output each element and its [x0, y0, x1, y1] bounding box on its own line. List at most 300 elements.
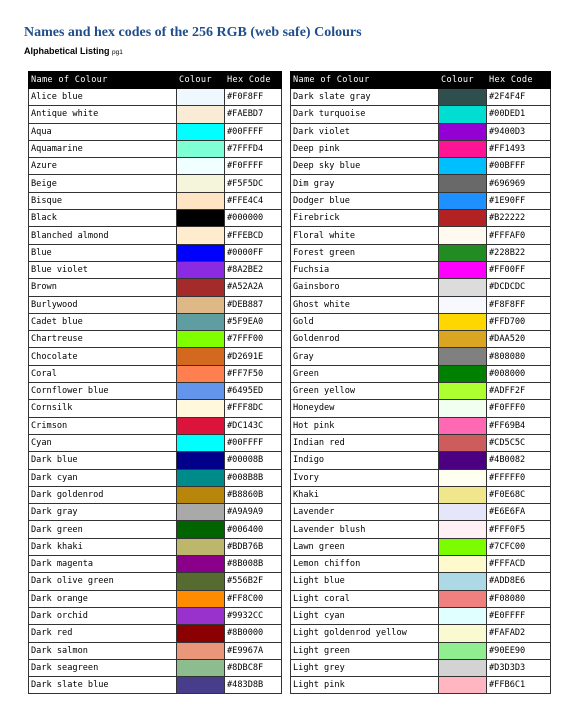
- colour-name-cell: Fuchsia: [291, 261, 439, 278]
- colour-swatch: [177, 418, 224, 434]
- colour-swatch-cell: [177, 642, 225, 659]
- table-row: [29, 244, 282, 261]
- colour-swatch: [439, 158, 486, 174]
- colour-swatch-cell: [439, 417, 487, 434]
- colour-name-cell: Dark orchid: [29, 607, 177, 624]
- table-row: [291, 192, 551, 209]
- table-row: [29, 659, 282, 676]
- hex-code-cell: #9932CC: [225, 607, 282, 624]
- colour-swatch: [439, 245, 486, 261]
- colour-name-cell: Gold: [291, 313, 439, 330]
- colour-name-cell: Coral: [29, 365, 177, 382]
- table-row: [29, 331, 282, 348]
- hex-code-cell: #7FFF00: [225, 331, 282, 348]
- colour-name-cell: Dark slate gray: [291, 89, 439, 106]
- hex-code-cell: #DCDCDC: [487, 279, 551, 296]
- colour-swatch-cell: [177, 452, 225, 469]
- table-row: [29, 140, 282, 157]
- colour-swatch: [177, 175, 224, 191]
- table-row: [29, 486, 282, 503]
- colour-swatch: [439, 106, 486, 122]
- hex-code-cell: #808080: [487, 348, 551, 365]
- table-header-row: [291, 72, 551, 89]
- colour-swatch-cell: [177, 590, 225, 607]
- colour-swatch-cell: [177, 331, 225, 348]
- table-row: [29, 296, 282, 313]
- colour-name-cell: Light goldenrod yellow: [291, 625, 439, 642]
- table-row: [291, 659, 551, 676]
- table-row: [29, 469, 282, 486]
- hex-code-cell: #FFEBCD: [225, 227, 282, 244]
- hex-code-cell: #D2691E: [225, 348, 282, 365]
- table-row: [291, 89, 551, 106]
- hex-code-cell: #8DBC8F: [225, 659, 282, 676]
- hex-code-cell: #00FFFF: [225, 123, 282, 140]
- colour-swatch-cell: [439, 486, 487, 503]
- hex-code-cell: #F08080: [487, 590, 551, 607]
- hex-code-cell: #6495ED: [225, 383, 282, 400]
- colour-swatch: [439, 383, 486, 399]
- colour-swatch-cell: [439, 140, 487, 157]
- table-row: [29, 123, 282, 140]
- colour-swatch-cell: [177, 227, 225, 244]
- table-row: [291, 348, 551, 365]
- colour-swatch: [177, 141, 224, 157]
- hex-code-cell: #90EE90: [487, 642, 551, 659]
- hex-code-cell: #7CFC00: [487, 538, 551, 555]
- hex-code-cell: #B8860B: [225, 486, 282, 503]
- hex-code-cell: #E0FFFF: [487, 607, 551, 624]
- colour-swatch-cell: [177, 469, 225, 486]
- hex-code-cell: #483D8B: [225, 677, 282, 694]
- colour-swatch: [177, 279, 224, 295]
- colour-name-cell: Light grey: [291, 659, 439, 676]
- colour-swatch: [177, 89, 224, 105]
- hex-code-cell: #F0FFF0: [487, 400, 551, 417]
- colour-swatch: [177, 124, 224, 140]
- hex-code-cell: #FF1493: [487, 140, 551, 157]
- colour-swatch: [177, 262, 224, 278]
- colour-swatch-cell: [439, 313, 487, 330]
- header-colour: Colour: [439, 72, 487, 89]
- colour-swatch-cell: [177, 659, 225, 676]
- colour-name-cell: Azure: [29, 158, 177, 175]
- colour-swatch-cell: [439, 590, 487, 607]
- hex-code-cell: #0000FF: [225, 244, 282, 261]
- hex-code-cell: #DC143C: [225, 417, 282, 434]
- colour-name-cell: Dark seagreen: [29, 659, 177, 676]
- table-body-left: [29, 89, 282, 694]
- subtitle-text: Alphabetical Listing: [24, 46, 110, 56]
- table-row: [29, 642, 282, 659]
- colour-swatch-cell: [439, 89, 487, 106]
- colour-swatch: [439, 556, 486, 572]
- table-row: [29, 625, 282, 642]
- colour-swatch-cell: [177, 486, 225, 503]
- colour-swatch-cell: [177, 538, 225, 555]
- colour-swatch: [177, 383, 224, 399]
- hex-code-cell: #556B2F: [225, 573, 282, 590]
- colour-name-cell: Green yellow: [291, 383, 439, 400]
- colour-table-right: [290, 71, 551, 694]
- colour-swatch-cell: [439, 210, 487, 227]
- colour-name-cell: Lavender: [291, 504, 439, 521]
- hex-code-cell: #FFFFF0: [487, 469, 551, 486]
- table-row: [291, 331, 551, 348]
- colour-swatch-cell: [439, 244, 487, 261]
- table-row: [291, 486, 551, 503]
- hex-code-cell: #228B22: [487, 244, 551, 261]
- colour-name-cell: Dodger blue: [291, 192, 439, 209]
- table-row: [291, 607, 551, 624]
- colour-swatch: [439, 677, 486, 693]
- colour-name-cell: Dark green: [29, 521, 177, 538]
- hex-code-cell: #2F4F4F: [487, 89, 551, 106]
- colour-name-cell: Dark cyan: [29, 469, 177, 486]
- hex-code-cell: #5F9EA0: [225, 313, 282, 330]
- colour-name-cell: Cyan: [29, 434, 177, 451]
- colour-swatch: [439, 573, 486, 589]
- hex-code-cell: #4B0082: [487, 452, 551, 469]
- colour-swatch-cell: [439, 227, 487, 244]
- colour-name-cell: Lavender blush: [291, 521, 439, 538]
- colour-swatch: [439, 348, 486, 364]
- colour-swatch-cell: [177, 140, 225, 157]
- colour-swatch: [439, 625, 486, 641]
- colour-name-cell: Dark olive green: [29, 573, 177, 590]
- colour-swatch: [439, 608, 486, 624]
- colour-name-cell: Dark red: [29, 625, 177, 642]
- colour-name-cell: Indian red: [291, 434, 439, 451]
- colour-name-cell: Floral white: [291, 227, 439, 244]
- hex-code-cell: #00BFFF: [487, 158, 551, 175]
- table-row: [29, 417, 282, 434]
- colour-name-cell: Dark slate blue: [29, 677, 177, 694]
- table-row: [291, 504, 551, 521]
- hex-code-cell: #CD5C5C: [487, 434, 551, 451]
- colour-swatch: [439, 660, 486, 676]
- hex-code-cell: #F0E68C: [487, 486, 551, 503]
- table-row: [291, 469, 551, 486]
- colour-name-cell: Goldenrod: [291, 331, 439, 348]
- table-row: [29, 538, 282, 555]
- colour-name-cell: Dark khaki: [29, 538, 177, 555]
- colour-swatch-cell: [439, 573, 487, 590]
- colour-swatch: [177, 487, 224, 503]
- colour-swatch: [177, 608, 224, 624]
- colour-swatch-cell: [177, 89, 225, 106]
- table-row: [291, 296, 551, 313]
- table-row: [291, 227, 551, 244]
- hex-code-cell: #FFFACD: [487, 556, 551, 573]
- hex-code-cell: #008000: [487, 365, 551, 382]
- table-row: [291, 313, 551, 330]
- colour-swatch: [177, 521, 224, 537]
- colour-swatch-cell: [177, 625, 225, 642]
- colour-swatch-cell: [439, 677, 487, 694]
- colour-swatch-cell: [439, 383, 487, 400]
- hex-code-cell: #9400D3: [487, 123, 551, 140]
- hex-code-cell: #D3D3D3: [487, 659, 551, 676]
- table-row: [291, 383, 551, 400]
- colour-name-cell: Dark goldenrod: [29, 486, 177, 503]
- colour-swatch-cell: [177, 348, 225, 365]
- colour-name-cell: Beige: [29, 175, 177, 192]
- colour-name-cell: Cornsilk: [29, 400, 177, 417]
- hex-code-cell: #E6E6FA: [487, 504, 551, 521]
- table-row: [291, 106, 551, 123]
- table-row: [291, 244, 551, 261]
- colour-swatch-cell: [177, 175, 225, 192]
- hex-code-cell: #FF7F50: [225, 365, 282, 382]
- colour-name-cell: Alice blue: [29, 89, 177, 106]
- colour-name-cell: Bisque: [29, 192, 177, 209]
- hex-code-cell: #8A2BE2: [225, 261, 282, 278]
- table-row: [29, 348, 282, 365]
- header-hex-code: Hex Code: [487, 72, 551, 89]
- colour-swatch: [177, 227, 224, 243]
- colour-swatch-cell: [177, 677, 225, 694]
- colour-name-cell: Indigo: [291, 452, 439, 469]
- colour-swatch-cell: [439, 348, 487, 365]
- hex-code-cell: #A9A9A9: [225, 504, 282, 521]
- colour-swatch-cell: [439, 365, 487, 382]
- colour-swatch: [439, 262, 486, 278]
- colour-swatch-cell: [177, 279, 225, 296]
- colour-name-cell: Aqua: [29, 123, 177, 140]
- hex-code-cell: #F8F8FF: [487, 296, 551, 313]
- colour-name-cell: Aquamarine: [29, 140, 177, 157]
- table-row: [29, 89, 282, 106]
- table-row: [29, 192, 282, 209]
- table-row: [29, 504, 282, 521]
- colour-swatch: [439, 487, 486, 503]
- colour-swatch-cell: [439, 642, 487, 659]
- colour-swatch-cell: [177, 192, 225, 209]
- colour-swatch-cell: [439, 538, 487, 555]
- colour-name-cell: Blanched almond: [29, 227, 177, 244]
- colour-swatch: [177, 539, 224, 555]
- colour-swatch: [439, 435, 486, 451]
- colour-swatch: [439, 175, 486, 191]
- table-row: [291, 417, 551, 434]
- table-row: [291, 158, 551, 175]
- colour-swatch-cell: [177, 106, 225, 123]
- table-row: [29, 106, 282, 123]
- colour-name-cell: Hot pink: [291, 417, 439, 434]
- colour-swatch: [439, 279, 486, 295]
- hex-code-cell: #B22222: [487, 210, 551, 227]
- colour-swatch: [439, 314, 486, 330]
- colour-swatch-cell: [177, 607, 225, 624]
- colour-swatch-cell: [177, 521, 225, 538]
- hex-code-cell: #FAEBD7: [225, 106, 282, 123]
- hex-code-cell: #A52A2A: [225, 279, 282, 296]
- table-row: [291, 677, 551, 694]
- colour-name-cell: Antique white: [29, 106, 177, 123]
- hex-code-cell: #FF8C00: [225, 590, 282, 607]
- colour-name-cell: Light cyan: [291, 607, 439, 624]
- colour-swatch-cell: [439, 158, 487, 175]
- colour-name-cell: Ghost white: [291, 296, 439, 313]
- colour-name-cell: Chartreuse: [29, 331, 177, 348]
- colour-swatch: [439, 521, 486, 537]
- colour-swatch-cell: [439, 452, 487, 469]
- colour-swatch-cell: [439, 192, 487, 209]
- colour-swatch-cell: [439, 106, 487, 123]
- colour-name-cell: Lemon chiffon: [291, 556, 439, 573]
- colour-name-cell: Crimson: [29, 417, 177, 434]
- colour-name-cell: Dark gray: [29, 504, 177, 521]
- colour-swatch: [439, 124, 486, 140]
- colour-swatch-cell: [177, 400, 225, 417]
- table-row: [29, 452, 282, 469]
- colour-swatch-cell: [439, 521, 487, 538]
- colour-name-cell: Black: [29, 210, 177, 227]
- colour-name-cell: Burlywood: [29, 296, 177, 313]
- colour-swatch: [177, 366, 224, 382]
- colour-swatch-cell: [439, 261, 487, 278]
- hex-code-cell: #00008B: [225, 452, 282, 469]
- listing-subtitle: [24, 46, 123, 56]
- colour-swatch-cell: [439, 556, 487, 573]
- colour-swatch-cell: [439, 296, 487, 313]
- hex-code-cell: #8B0000: [225, 625, 282, 642]
- table-row: [29, 400, 282, 417]
- hex-code-cell: #F5F5DC: [225, 175, 282, 192]
- colour-swatch-cell: [177, 504, 225, 521]
- hex-code-cell: #FF69B4: [487, 417, 551, 434]
- colour-name-cell: Blue: [29, 244, 177, 261]
- table-row: [291, 573, 551, 590]
- table-row: [291, 279, 551, 296]
- hex-code-cell: #F0F8FF: [225, 89, 282, 106]
- table-row: [291, 365, 551, 382]
- header-colour: Colour: [177, 72, 225, 89]
- colour-swatch-cell: [439, 434, 487, 451]
- table-body-right: [291, 89, 551, 694]
- colour-swatch-cell: [177, 417, 225, 434]
- table-row: [29, 279, 282, 296]
- colour-swatch: [177, 677, 224, 693]
- colour-swatch: [177, 435, 224, 451]
- hex-code-cell: #000000: [225, 210, 282, 227]
- colour-swatch-cell: [177, 556, 225, 573]
- hex-code-cell: #DEB887: [225, 296, 282, 313]
- colour-swatch-cell: [177, 383, 225, 400]
- colour-swatch-cell: [177, 123, 225, 140]
- hex-code-cell: #FF00FF: [487, 261, 551, 278]
- hex-code-cell: #7FFFD4: [225, 140, 282, 157]
- table-row: [291, 261, 551, 278]
- colour-swatch-cell: [177, 434, 225, 451]
- colour-swatch-cell: [439, 279, 487, 296]
- colour-swatch: [177, 625, 224, 641]
- colour-name-cell: Light blue: [291, 573, 439, 590]
- hex-code-cell: #8B008B: [225, 556, 282, 573]
- colour-name-cell: Dark magenta: [29, 556, 177, 573]
- header-hex-code: Hex Code: [225, 72, 282, 89]
- hex-code-cell: #696969: [487, 175, 551, 192]
- colour-name-cell: Brown: [29, 279, 177, 296]
- colour-swatch-cell: [439, 625, 487, 642]
- colour-name-cell: Ivory: [291, 469, 439, 486]
- table-row: [29, 158, 282, 175]
- table-row: [291, 452, 551, 469]
- colour-swatch-cell: [439, 607, 487, 624]
- colour-swatch: [439, 331, 486, 347]
- colour-swatch-cell: [177, 210, 225, 227]
- colour-swatch-cell: [439, 659, 487, 676]
- colour-swatch-cell: [439, 123, 487, 140]
- hex-code-cell: #FFFAF0: [487, 227, 551, 244]
- colour-swatch: [177, 106, 224, 122]
- colour-swatch: [439, 141, 486, 157]
- table-row: [29, 210, 282, 227]
- colour-swatch: [177, 643, 224, 659]
- colour-name-cell: Forest green: [291, 244, 439, 261]
- colour-swatch: [177, 591, 224, 607]
- table-row: [291, 123, 551, 140]
- colour-swatch: [177, 158, 224, 174]
- table-row: [291, 625, 551, 642]
- table-row: [291, 642, 551, 659]
- colour-swatch: [177, 504, 224, 520]
- hex-code-cell: #006400: [225, 521, 282, 538]
- table-row: [291, 556, 551, 573]
- colour-name-cell: Chocolate: [29, 348, 177, 365]
- hex-code-cell: #FFD700: [487, 313, 551, 330]
- colour-swatch: [177, 400, 224, 416]
- table-row: [29, 573, 282, 590]
- table-row: [29, 434, 282, 451]
- colour-swatch: [177, 314, 224, 330]
- colour-swatch-cell: [439, 504, 487, 521]
- hex-code-cell: #FAFAD2: [487, 625, 551, 642]
- colour-swatch: [439, 400, 486, 416]
- colour-swatch: [439, 470, 486, 486]
- colour-name-cell: Dark salmon: [29, 642, 177, 659]
- table-row: [29, 261, 282, 278]
- colour-swatch-cell: [177, 158, 225, 175]
- colour-name-cell: Light coral: [291, 590, 439, 607]
- colour-swatch: [439, 591, 486, 607]
- colour-swatch: [177, 470, 224, 486]
- colour-name-cell: Khaki: [291, 486, 439, 503]
- table-row: [29, 383, 282, 400]
- colour-swatch: [439, 227, 486, 243]
- header-name-of-colour: Name of Colour: [29, 72, 177, 89]
- table-row: [29, 556, 282, 573]
- table-row: [29, 607, 282, 624]
- hex-code-cell: #ADD8E6: [487, 573, 551, 590]
- hex-code-cell: #00DED1: [487, 106, 551, 123]
- colour-swatch: [439, 504, 486, 520]
- table-row: [29, 677, 282, 694]
- colour-swatch-cell: [177, 313, 225, 330]
- table-row: [29, 313, 282, 330]
- colour-swatch: [439, 418, 486, 434]
- colour-swatch: [439, 297, 486, 313]
- table-row: [29, 227, 282, 244]
- hex-code-cell: #BDB76B: [225, 538, 282, 555]
- colour-name-cell: Light green: [291, 642, 439, 659]
- table-row: [29, 365, 282, 382]
- table-row: [29, 521, 282, 538]
- table-row: [291, 175, 551, 192]
- colour-table-left: [28, 71, 282, 694]
- colour-swatch: [177, 556, 224, 572]
